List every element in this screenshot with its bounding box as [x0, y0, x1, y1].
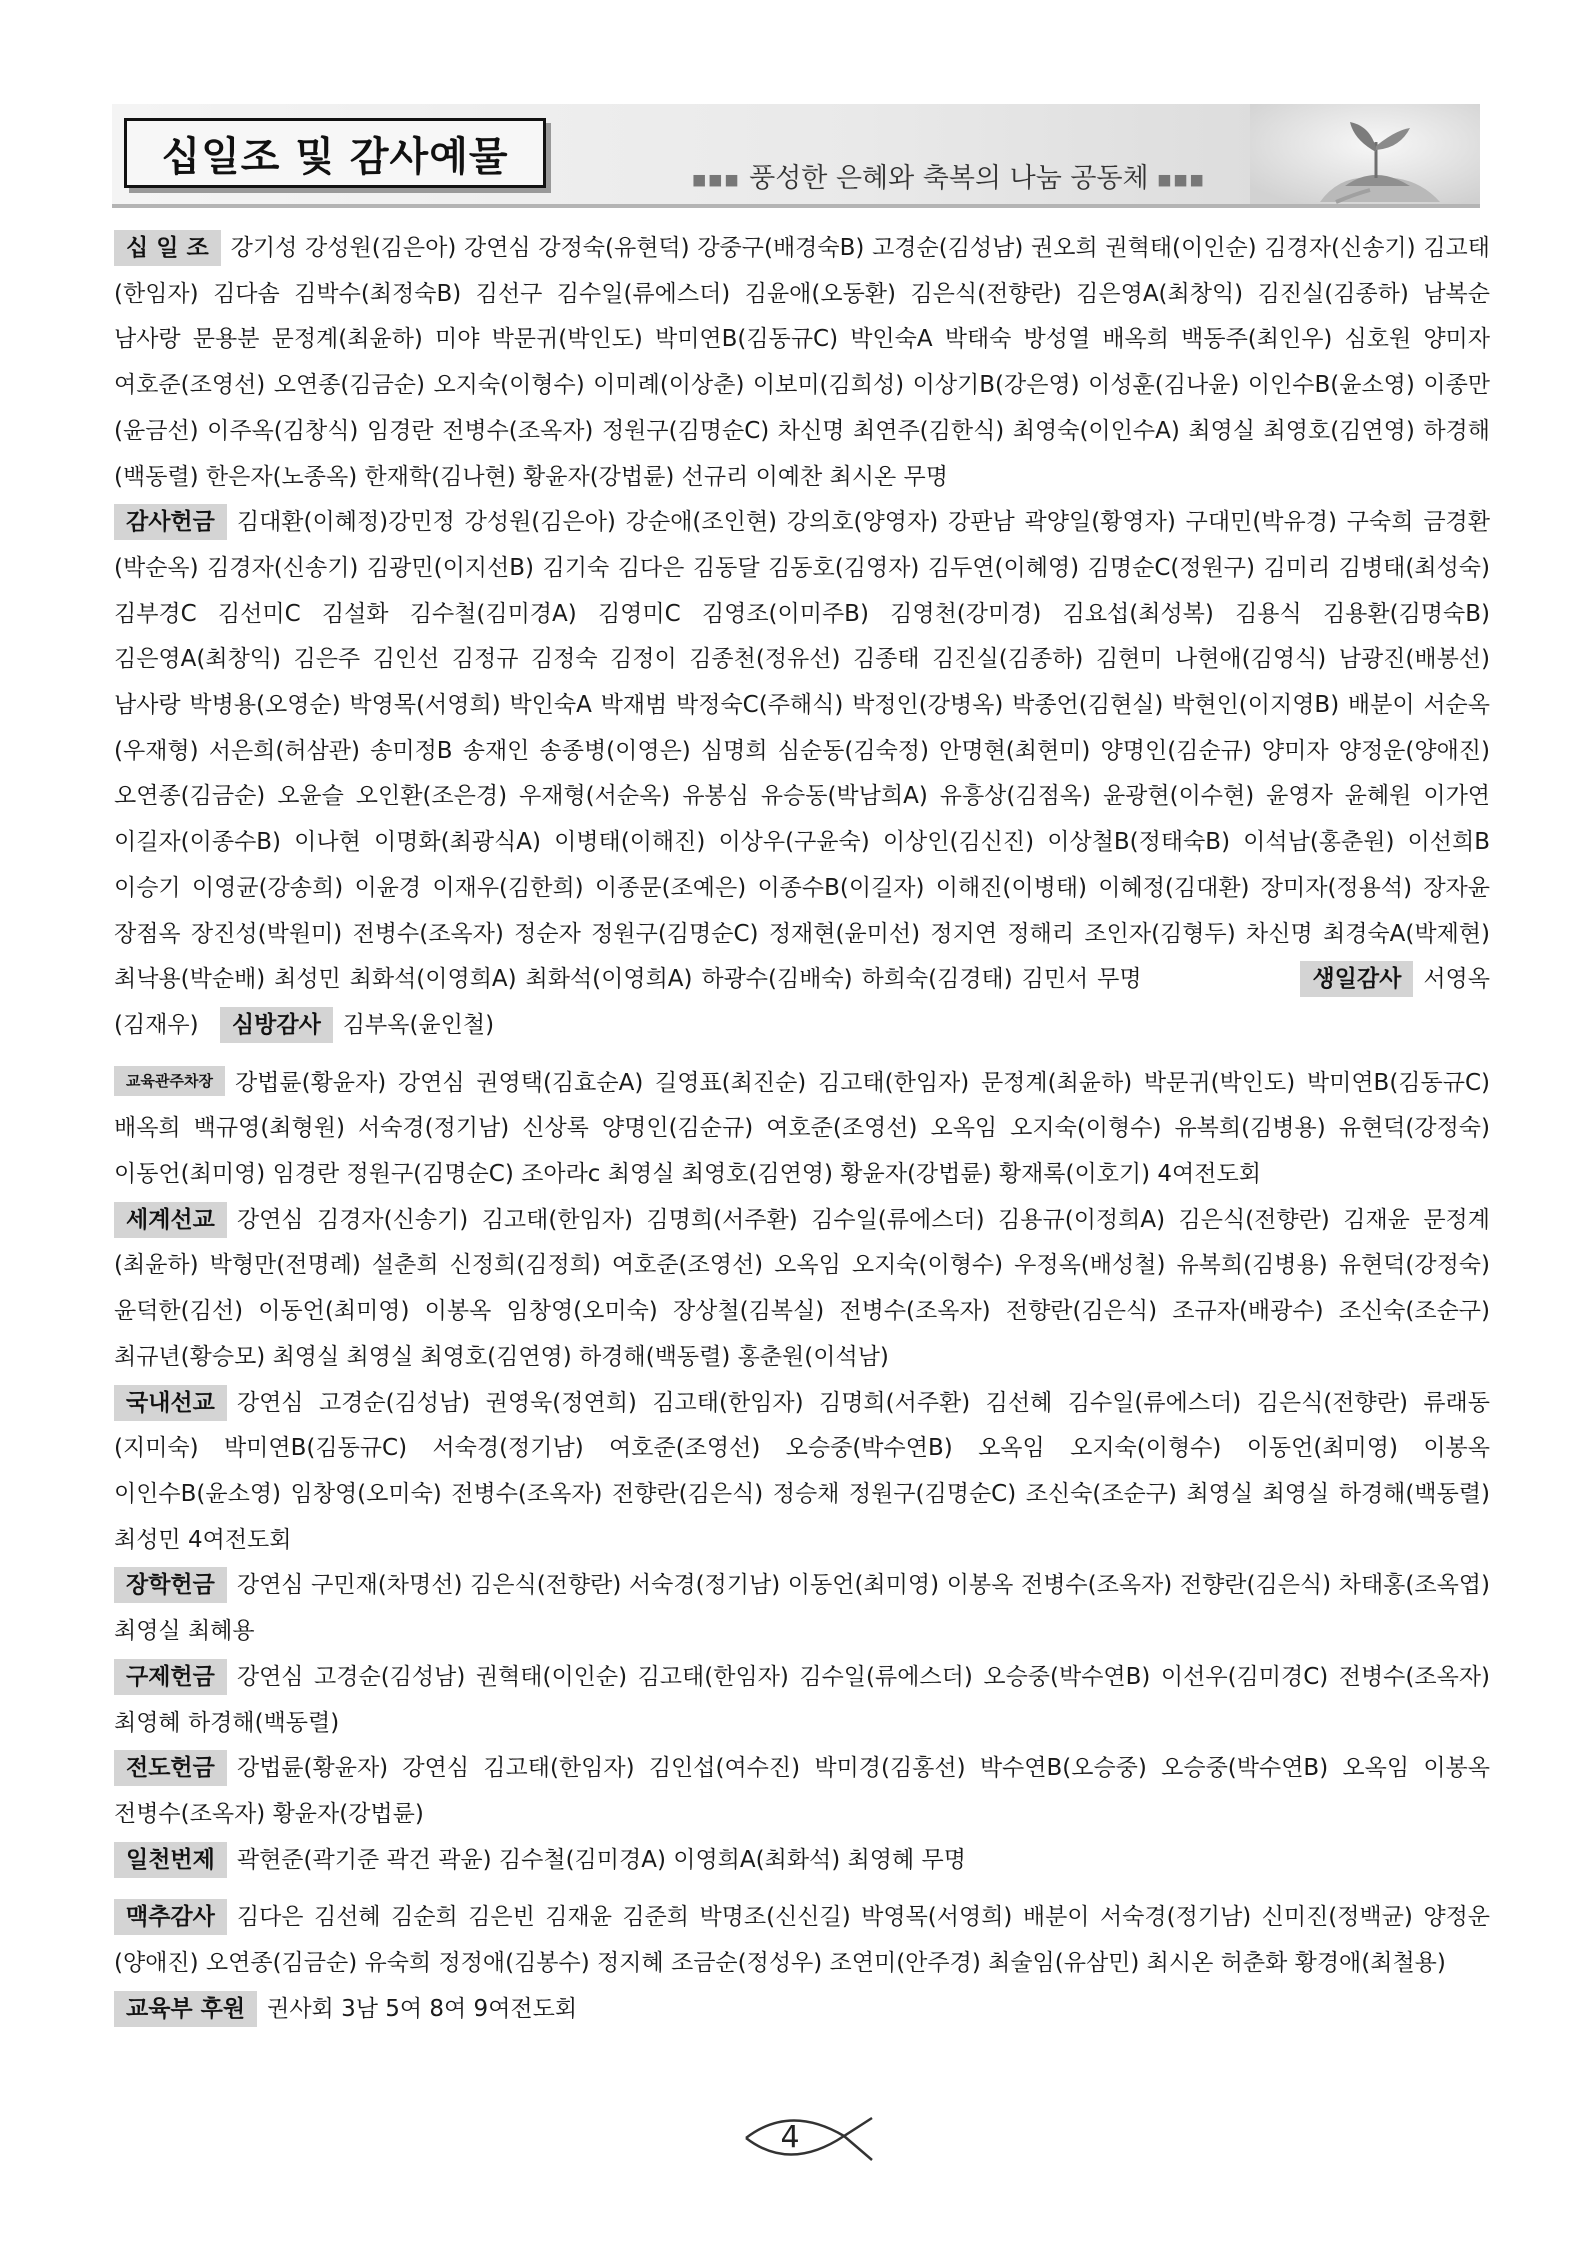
section-harvest-thanks: [114, 1895, 1490, 1986]
header-dots-left: ■■■: [692, 170, 741, 189]
section-label: 교육부 후원: [114, 1991, 257, 2027]
section-thanks-offering: [114, 500, 1490, 1048]
section-education-support: [114, 1987, 1490, 2033]
section-relief: [114, 1655, 1490, 1746]
page-header: [112, 104, 1480, 208]
donor-names: 강법륜(황윤자) 강연심 김고태(한임자) 김인섭(여수진) 박미경(김홍선) 박수연B(오승중) 오승중(박수연B) 오옥임 이봉옥 전병수(조옥자) 황윤자(강법륜): [114, 1755, 1490, 1827]
section-education-parking: [114, 1061, 1490, 1198]
donor-names: 강연심 김경자(신송기) 김고태(한임자) 김명희(서주환) 김수일(류에스더) 김용규(이정희A) 김은식(전향란) 김재윤 문정계(최윤하) 박형만(전명례) 설춘희 신정희(김정희) 여호준(조영선) 오옥임 오지숙(이형수) 우정옥(배성철) 유복희(김병용) 유현덕(강정숙) 윤덕한(김선) 이동언(최미영) 이봉옥 임창영(오미숙) 장상철(김복실) 전병수(조옥자) 전향란(김은식) 조규자(배광수) 조신숙(조순구) 최규년(황승모) 최영실 최영실 최영호(김연영) 하경해(백동렬) 홍춘원(이석남): [114, 1206, 1490, 1370]
section-label: 국내선교: [114, 1385, 227, 1421]
section-thousand-offering: [114, 1838, 1490, 1884]
header-subtitle-line: [692, 156, 1206, 195]
donor-names: 강연심 구민재(차명선) 김은식(전향란) 서숙경(정기남) 이동언(최미영) 이봉옥 전병수(조옥자) 전향란(김은식) 차태홍(조옥엽) 최영실 최혜용: [114, 1572, 1490, 1645]
section-label: 장학헌금: [114, 1567, 227, 1603]
header-subtitle: 풍성한 은혜와 축복의 나눔 공동체: [749, 163, 1149, 194]
header-dots-right: ■■■: [1157, 170, 1206, 189]
page-footer: [740, 2108, 880, 2168]
section-label: 세계선교: [114, 1202, 227, 1238]
donor-names: 김부옥(윤인철): [342, 1011, 495, 1038]
page-title: 십일조 및 감사예물: [124, 118, 546, 188]
donor-names: 강연심 고경순(김성남) 권영욱(정연희) 김고태(한임자) 김명희(서주환) 김선혜 김수일(류에스더) 김은식(전향란) 류래동(지미숙) 박미연B(김동규C) 서숙경(정기남) 여호준(조영선) 오승중(박수연B) 오옥임 오지숙(이형수) 이동언(최미영) 이봉옥 이인수B(윤소영) 임창영(오미숙) 전병수(조옥자) 전향란(김은식) 정승채 정원구(김명순C) 조신숙(조순구) 최영실 최영실 하경해(백동렬) 최성민 4여전도회: [114, 1389, 1490, 1553]
donor-names: 서영옥(김재우): [114, 966, 1490, 1038]
section-label: 교육관주차장: [114, 1066, 225, 1096]
section-label: 맥추감사: [114, 1899, 227, 1935]
hands-sprout-image: [1250, 104, 1480, 204]
section-label: 생일감사: [1300, 961, 1413, 997]
section-scholarship: [114, 1563, 1490, 1654]
donor-names: 김대환(이혜정)강민정 강성원(김은아) 강순애(조인현) 강의호(양영자) 강판남 곽양일(황영자) 구대민(박유경) 구숙희 금경환(박순옥) 김경자(신송기) 김광민(이지선B) 김기숙 김다은 김동달 김동호(김영자) 김두연(이혜영) 김명순C(정원구) 김미리 김병태(최성숙) 김부경C 김선미C 김설화 김수철(김미경A) 김영미C 김영조(이미주B) 김영천(강미경) 김요섭(최성복) 김용식 김용환(김명숙B) 김은영A(최창익) 김은주 김인선 김정규 김정숙 김정이 김종천(정유선) 김종태 김진실(김종하) 김현미 나현애(김영식) 남광진(배봉선) 남사랑 박병용(오영순) 박영목(서영희) 박인숙A 박재범 박정숙C(주해식) 박정인(강병옥) 박종언(김현실) 박현인(이지영B) 배분이 서순옥(우재형) 서은희(허삼관) 송미정B 송재인 송종병(이영은) 심명희 심순동(김숙정) 안명현(최현미) 양명인(김순규) 양미자 양정운(양애진) 오연종(김금순) 오윤슬 오인환(조은경) 우재형(서순옥) 유봉심 유승동(박남희A) 유흥상(김점옥) 윤광현(이수현) 윤영자 윤혜원 이가연 이길자(이종수B) 이나현 이명화(최광식A) 이병태(이해진) 이상우(구윤숙) 이상인(김신진) 이상철B(정태숙B) 이석남(홍춘원) 이선희B 이승기 이영균(강송희) 이윤경 이재우(김한희) 이종문(조예은) 이종수B(이길자) 이해진(이병태) 이혜정(김대환) 장미자(정용석) 장자윤 장점옥 장진성(박원미) 전병수(조옥자) 정순자 정원구(김명순C) 정재현(윤미선) 정지연 정해리 조인자(김형두) 차신명 최경숙A(박제현) 최낙용(박순배) 최성민 최화석(이영희A) 최화석(이영희A) 하광수(김배숙) 하희숙(김경태) 김민서 무명: [114, 509, 1490, 993]
section-world-mission: [114, 1198, 1490, 1381]
donor-names: 강기성 강성원(김은아) 강연심 강정숙(유현덕) 강중구(배경숙B) 고경순(김성남) 권오희 권혁태(이인순) 김경자(신송기) 김고태(한임자) 김다솜 김박수(최정숙B) 김선구 김수일(류에스더) 김윤애(오동환) 김은식(전향란) 김은영A(최창익) 김진실(김종하) 남복순 남사랑 문용분 문정계(최윤하) 미야 박문귀(박인도) 박미연B(김동규C) 박인숙A 박태숙 방성열 배옥희 백동주(최인우) 심호원 양미자 여호준(조영선) 오연종(김금순) 오지숙(이형수) 이미례(이상춘) 이보미(김희성) 이상기B(강은영) 이성훈(김나윤) 이인수B(윤소영) 이종만(윤금선) 이주옥(김창식) 임경란 전병수(조옥자) 정원구(김명순C) 차신명 최연주(김한식) 최영숙(이인수A) 최영실 최영호(김연영) 하경해(백동렬) 한은자(노종옥) 한재학(김나현) 황윤자(강법륜) 선규리 이예찬 최시온 무명: [114, 235, 1490, 490]
section-evangelism: [114, 1746, 1490, 1837]
section-label: 심방감사: [220, 1007, 333, 1043]
donor-names: 강법륜(황윤자) 강연심 권영택(김효순A) 길영표(최진순) 김고태(한임자) 문정계(최윤하) 박문귀(박인도) 박미연B(김동규C) 배옥희 백규영(최형원) 서숙경(정기남) 신상록 양명인(김순규) 여호준(조영선) 오옥임 오지숙(이형수) 유복희(김병용) 유현덕(강정숙) 이동언(최미영) 임경란 정원구(김명순C) 조아라c 최영실 최영호(김연영) 황윤자(강법륜) 황재록(이호기) 4여전도회: [114, 1069, 1490, 1188]
section-label: 감사헌금: [114, 504, 227, 540]
section-domestic-mission: [114, 1381, 1490, 1564]
section-tithe: [114, 226, 1490, 500]
section-label: 십 일 조: [114, 230, 221, 266]
donor-names: 권사회 3남 5여 8여 9여전도회: [267, 1995, 578, 2022]
page-number: 4: [780, 2120, 800, 2155]
donor-names: 곽현준(곽기준 곽건 곽윤) 김수철(김미경A) 이영희A(최화석) 최영혜 무명: [236, 1846, 966, 1873]
section-label: 일천번제: [114, 1842, 227, 1878]
offering-list: [114, 226, 1490, 2032]
donor-names: 강연심 고경순(김성남) 권혁태(이인순) 김고태(한임자) 김수일(류에스더) 오승중(박수연B) 이선우(김미경C) 전병수(조옥자) 최영혜 하경해(백동렬): [114, 1663, 1490, 1736]
section-label: 구제헌금: [114, 1659, 227, 1695]
section-label: 전도헌금: [114, 1750, 227, 1786]
donor-names: 김다은 김선혜 김순희 김은빈 김재윤 김준희 박명조(신신길) 박영목(서영희) 배분이 서숙경(정기남) 신미진(정백균) 양정운(양애진) 오연종(김금순) 유숙희 정정애(김봉수) 정지혜 조금순(정성우) 조연미(안주경) 최술임(유삼민) 최시온 허춘화 황경애(최철용): [114, 1904, 1490, 1977]
